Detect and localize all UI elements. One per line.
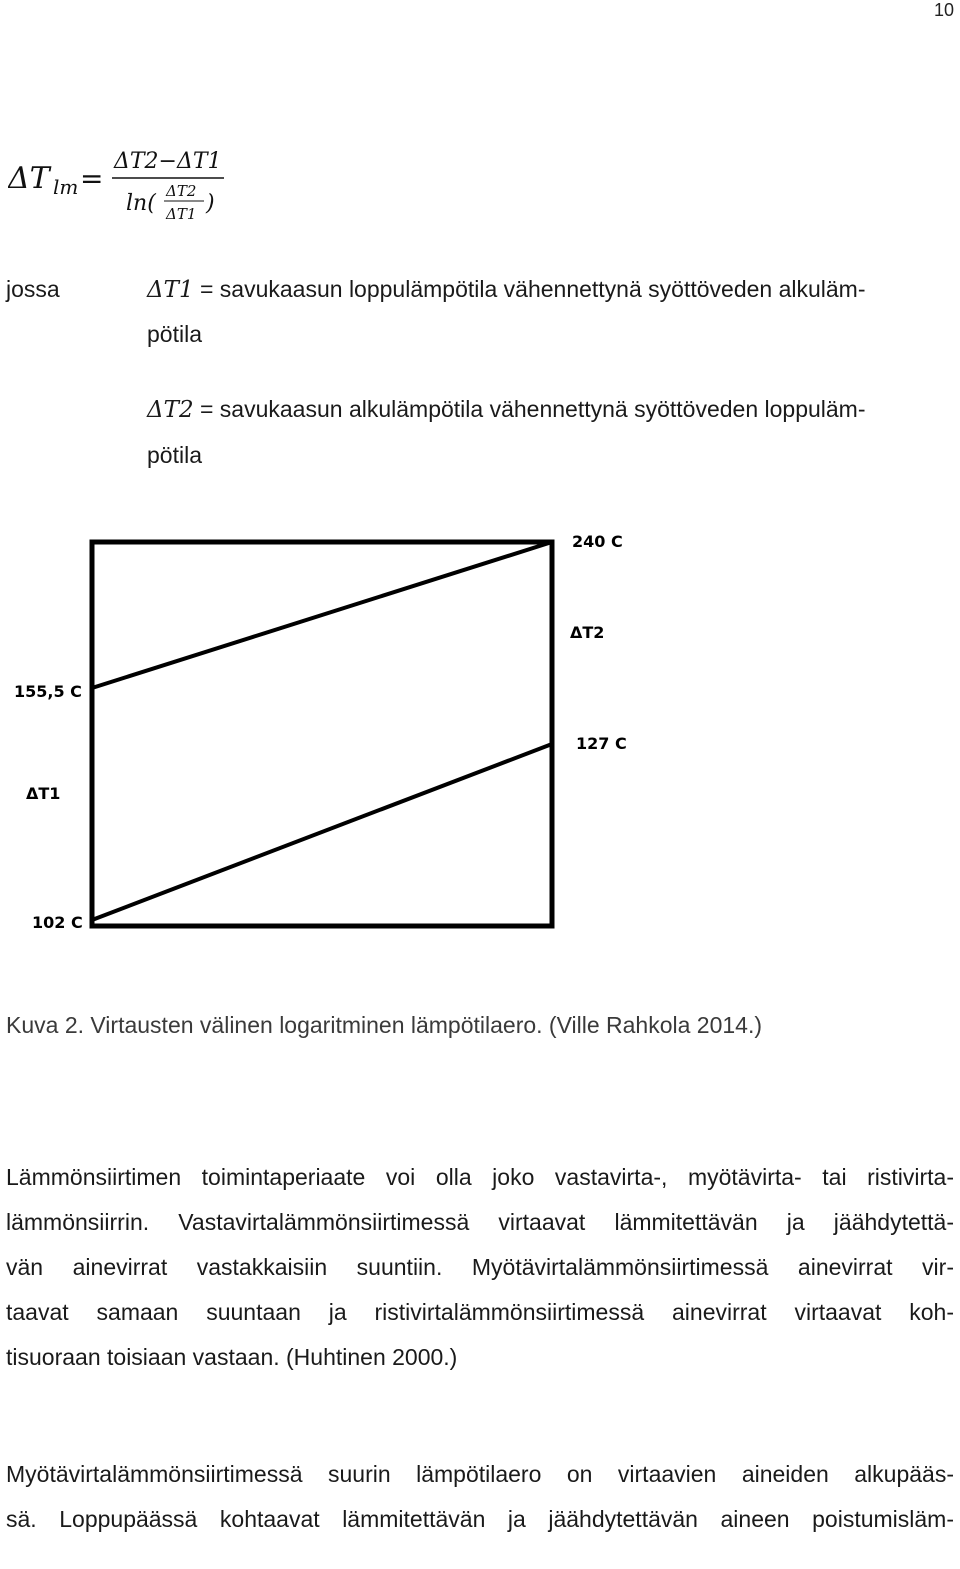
formula-lhs-subscript: lm (53, 175, 79, 199)
definition-dt1 (147, 267, 953, 313)
symbol-dt1: ΔT1 (147, 277, 194, 303)
formula-equals: = (80, 162, 104, 195)
formula-inner-denominator: ΔT1 (166, 205, 197, 223)
paragraph-1-line-3: vän ainevirrat vastakkaisiin suuntiin. Myötävirtalämmönsiirtimessä ainevirrat vir- (6, 1254, 954, 1280)
feedwater-line (92, 744, 552, 920)
definition-dt2-line1: = savukaasun alkulämpötila vähennettynä syöttöveden loppuläm- (199, 396, 866, 422)
paragraph-1-line-2: lämmönsiirrin. Vastavirtalämmönsiirtimessä virtaavat lämmitettävän ja jäähdytettä- (6, 1209, 954, 1235)
label-delta-t1: ΔT1 (26, 784, 61, 803)
paragraph-1-line-1: Lämmönsiirtimen toimintaperiaate voi olla joko vastavirta-, myötävirta- tai ristivirta- (6, 1164, 954, 1190)
definition-dt1-line1: = savukaasun loppulämpötila vähennettynä syöttöveden alkuläm- (199, 276, 866, 302)
label-240c: 240 C (572, 532, 623, 551)
flue-gas-line (92, 542, 552, 688)
formula-lhs: ΔT (8, 161, 50, 196)
paragraph-1 (6, 1155, 954, 1380)
definition-dt2-line2: pötila (147, 442, 202, 468)
figure-caption: Kuva 2. Virtausten välinen logaritminen lämpötilaero. (Ville Rahkola 2014.) (6, 1012, 763, 1038)
paragraph-1-line-4: taavat samaan suuntaan ja ristivirtalämmönsiirtimessä ainevirrat virtaavat koh- (6, 1299, 954, 1325)
definition-dt1-line2: pötila (147, 321, 202, 347)
paragraph-1-line-5: tisuoraan toisiaan vastaan. (Huhtinen 2000.) (6, 1344, 458, 1370)
label-delta-t2: ΔT2 (570, 623, 605, 642)
page-number: 10 (933, 0, 954, 20)
formula-numerator: ΔT2−ΔT1 (114, 149, 222, 174)
label-102c: 102 C (32, 913, 83, 932)
formula-denominator-suffix: ) (206, 191, 215, 216)
where-label: jossa (6, 276, 60, 302)
paragraph-2-line-2: sä. Loppupäässä kohtaavat lämmitettävän ja jäähdytettävän aineen poistumisläm- (6, 1506, 954, 1532)
temperature-diagram (0, 520, 700, 950)
label-155-5c: 155,5 C (14, 682, 82, 701)
diagram-frame (92, 542, 552, 926)
definition-dt2 (147, 387, 953, 433)
symbol-dt2: ΔT2 (147, 397, 194, 423)
formula-inner-numerator: ΔT2 (166, 182, 197, 200)
label-127c: 127 C (576, 734, 627, 753)
formula-denominator-prefix: ln( (126, 191, 156, 216)
paragraph-2-line-1: Myötävirtalämmönsiirtimessä suurin lämpötilaero on virtaavien aineiden alkupääs- (6, 1461, 954, 1487)
paragraph-2 (6, 1452, 954, 1542)
lmtd-formula (8, 140, 248, 236)
